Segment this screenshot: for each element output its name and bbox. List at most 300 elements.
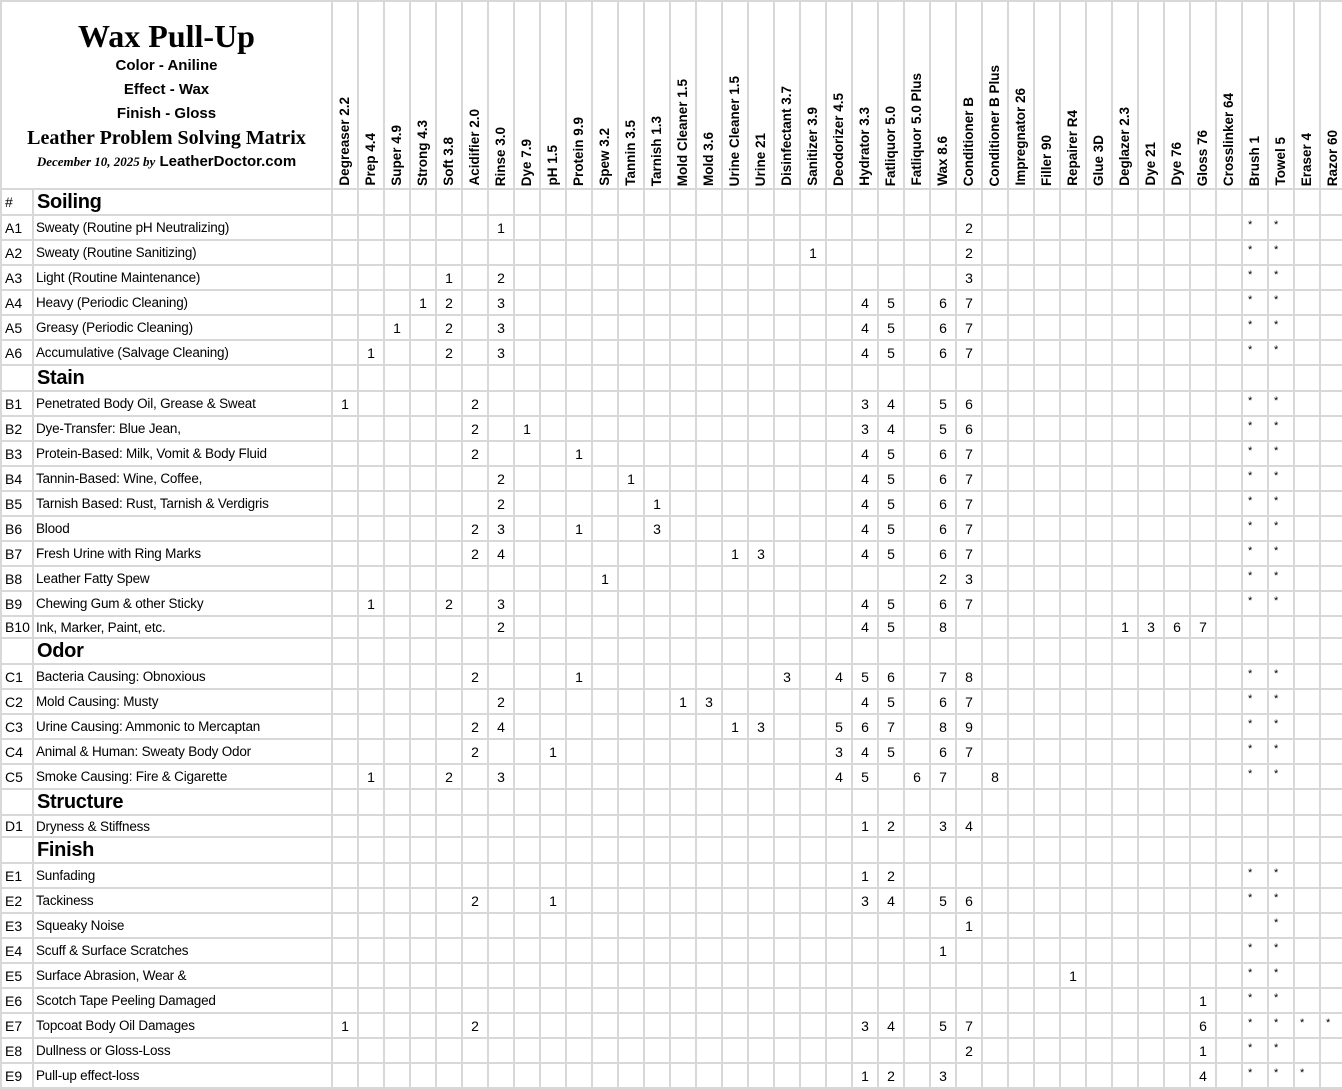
empty-cell [1320,863,1342,888]
empty-cell [332,963,358,988]
empty-cell [1034,189,1060,215]
empty-cell [1086,963,1112,988]
empty-cell [1320,189,1342,215]
column-header [982,1,1008,189]
step-number-cell: 1 [956,913,982,938]
empty-cell [462,491,488,516]
step-number-cell: 6 [930,491,956,516]
row-label: Greasy (Periodic Cleaning) [33,315,332,340]
empty-cell [1294,566,1320,591]
empty-cell [618,566,644,591]
empty-cell [488,837,514,863]
empty-cell [332,466,358,491]
section-header-row [1,638,1342,664]
empty-cell [774,591,800,616]
empty-cell [488,988,514,1013]
step-number-cell: 6 [930,541,956,566]
empty-cell [592,441,618,466]
row-id: E5 [1,963,33,988]
table-row [1,240,1342,265]
empty-cell [436,541,462,566]
empty-cell [1060,1063,1086,1088]
empty-cell [1268,815,1294,837]
empty-cell [904,265,930,290]
empty-cell [384,365,410,391]
empty-cell [1320,815,1342,837]
empty-cell [930,913,956,938]
empty-cell [1138,789,1164,815]
column-header-label: Dye 21 [1143,142,1159,186]
empty-cell [592,739,618,764]
step-number-cell: 5 [930,391,956,416]
empty-cell [1294,837,1320,863]
empty-cell [566,290,592,315]
empty-cell [592,240,618,265]
empty-cell [618,863,644,888]
empty-cell [592,541,618,566]
row-label: Light (Routine Maintenance) [33,265,332,290]
empty-cell [748,1013,774,1038]
tool-marker-cell: * [1242,340,1268,365]
empty-cell [1008,365,1034,391]
empty-cell [722,290,748,315]
empty-cell [618,441,644,466]
table-row [1,516,1342,541]
empty-cell [826,189,852,215]
row-id: E8 [1,1038,33,1063]
empty-cell [514,591,540,616]
empty-cell [566,888,592,913]
empty-cell [1008,1013,1034,1038]
empty-cell [1138,491,1164,516]
empty-cell [982,739,1008,764]
empty-cell [748,789,774,815]
empty-cell [1034,638,1060,664]
empty-cell [644,689,670,714]
step-number-cell: 1 [1190,1038,1216,1063]
empty-cell [1086,913,1112,938]
empty-cell [696,664,722,689]
empty-cell [670,815,696,837]
empty-cell [1216,315,1242,340]
empty-cell [904,441,930,466]
empty-cell [332,913,358,938]
step-number-cell: 4 [852,516,878,541]
empty-cell [1164,265,1190,290]
empty-cell [1138,290,1164,315]
step-number-cell: 4 [852,739,878,764]
empty-cell [956,837,982,863]
step-number-cell: 2 [956,1038,982,1063]
empty-cell [462,566,488,591]
tool-marker-cell: * [1268,689,1294,714]
column-header-label: Eraser 4 [1299,132,1315,186]
empty-cell [774,441,800,466]
empty-cell [514,689,540,714]
empty-cell [1294,466,1320,491]
empty-cell [1320,365,1342,391]
empty-cell [1216,739,1242,764]
tool-marker-cell: * [1242,938,1268,963]
empty-cell [982,638,1008,664]
empty-cell [1086,764,1112,789]
column-header [1164,1,1190,189]
empty-cell [1008,566,1034,591]
empty-cell [410,1013,436,1038]
empty-cell [566,764,592,789]
empty-cell [748,815,774,837]
empty-cell [1216,1038,1242,1063]
empty-cell [696,789,722,815]
empty-cell [1190,240,1216,265]
empty-cell [1190,340,1216,365]
empty-cell [800,441,826,466]
column-header [618,1,644,189]
empty-cell [1138,315,1164,340]
empty-cell [1190,215,1216,240]
column-header [826,1,852,189]
empty-cell [1216,913,1242,938]
empty-cell [878,240,904,265]
empty-cell [566,739,592,764]
empty-cell [1086,516,1112,541]
empty-cell [1060,541,1086,566]
empty-cell [670,466,696,491]
row-id: C1 [1,664,33,689]
empty-cell [436,664,462,689]
empty-cell [1294,789,1320,815]
empty-cell [826,988,852,1013]
tool-marker-cell: * [1268,290,1294,315]
row-label: Sweaty (Routine Sanitizing) [33,240,332,265]
empty-cell [410,837,436,863]
empty-cell [436,714,462,739]
step-number-cell: 1 [618,466,644,491]
empty-cell [670,491,696,516]
empty-cell [1112,888,1138,913]
empty-cell [644,340,670,365]
effect-line: Effect - Wax [123,81,210,98]
step-number-cell: 6 [904,764,930,789]
empty-cell [800,516,826,541]
empty-cell [514,938,540,963]
empty-cell [410,815,436,837]
empty-cell [774,466,800,491]
empty-cell [800,591,826,616]
empty-cell [462,215,488,240]
empty-cell [774,315,800,340]
empty-cell [1034,789,1060,815]
table-row [1,491,1342,516]
empty-cell [1086,591,1112,616]
empty-cell [514,491,540,516]
empty-cell [1008,265,1034,290]
table-row [1,739,1342,764]
empty-cell [592,1013,618,1038]
empty-cell [566,416,592,441]
step-number-cell: 1 [852,815,878,837]
column-header-label: Razor 60 [1325,129,1341,186]
empty-cell [618,315,644,340]
empty-cell [748,616,774,638]
step-number-cell: 2 [930,566,956,591]
row-id: A4 [1,290,33,315]
empty-cell [1216,541,1242,566]
empty-cell [1320,616,1342,638]
empty-cell [748,265,774,290]
empty-cell [592,1063,618,1088]
step-number-cell: 4 [878,391,904,416]
empty-cell [1060,714,1086,739]
empty-cell [566,913,592,938]
empty-cell [1320,466,1342,491]
empty-cell [748,391,774,416]
empty-cell [722,616,748,638]
empty-cell [1112,739,1138,764]
step-number-cell: 5 [878,689,904,714]
empty-cell [410,391,436,416]
empty-cell [1268,837,1294,863]
empty-cell [1034,1013,1060,1038]
empty-cell [1138,714,1164,739]
step-number-cell: 1 [670,689,696,714]
empty-cell [1294,664,1320,689]
empty-cell [384,988,410,1013]
empty-cell [488,391,514,416]
empty-cell [800,315,826,340]
step-number-cell: 3 [826,739,852,764]
step-number-cell: 5 [852,664,878,689]
step-number-cell: 2 [488,491,514,516]
empty-cell [748,441,774,466]
empty-cell [1294,616,1320,638]
row-label: Dryness & Stiffness [33,815,332,837]
empty-cell [800,1063,826,1088]
column-header-label: Deodorizer 4.5 [831,92,847,186]
empty-cell [826,863,852,888]
empty-cell [748,938,774,963]
empty-cell [1008,1063,1034,1088]
empty-cell [878,1038,904,1063]
step-number-cell: 6 [930,441,956,466]
step-number-cell: 2 [436,290,462,315]
empty-cell [1008,938,1034,963]
finish-line: Finish - Gloss [116,105,217,122]
empty-cell [384,888,410,913]
empty-cell [436,1038,462,1063]
empty-cell [722,1063,748,1088]
step-number-cell: 1 [384,315,410,340]
empty-cell [722,764,748,789]
empty-cell [1294,391,1320,416]
step-number-cell: 1 [566,441,592,466]
empty-cell [1138,1038,1164,1063]
empty-cell [800,416,826,441]
empty-cell [618,789,644,815]
empty-cell [826,215,852,240]
empty-cell [1112,541,1138,566]
column-header-label: Acidifier 2.0 [467,109,483,186]
empty-cell [1086,988,1112,1013]
empty-cell [1034,516,1060,541]
row-label: Scotch Tape Peeling Damaged [33,988,332,1013]
empty-cell [904,837,930,863]
empty-cell [384,240,410,265]
step-number-cell: 3 [930,1063,956,1088]
empty-cell [1294,240,1320,265]
empty-cell [332,689,358,714]
empty-cell [670,416,696,441]
empty-cell [488,888,514,913]
empty-cell [1164,837,1190,863]
empty-cell [1320,988,1342,1013]
empty-cell [1008,491,1034,516]
empty-cell [930,963,956,988]
empty-cell [982,714,1008,739]
section-header-row [1,837,1342,863]
empty-cell [904,638,930,664]
empty-cell [904,591,930,616]
column-header-label: Dye 7.9 [519,138,535,186]
empty-cell [1008,466,1034,491]
row-label: Animal & Human: Sweaty Body Odor [33,739,332,764]
empty-cell [488,441,514,466]
empty-cell [904,516,930,541]
empty-cell [618,340,644,365]
empty-cell [1112,815,1138,837]
column-header-label: Conditioner B Plus [987,64,1003,186]
empty-cell [1190,963,1216,988]
empty-cell [670,290,696,315]
empty-cell [774,416,800,441]
step-number-cell: 4 [852,340,878,365]
empty-cell [1086,789,1112,815]
step-number-cell: 2 [436,591,462,616]
empty-cell [1294,815,1320,837]
table-row [1,888,1342,913]
empty-cell [982,591,1008,616]
empty-cell [826,837,852,863]
empty-cell [1034,714,1060,739]
step-number-cell: 1 [566,664,592,689]
empty-cell [722,566,748,591]
empty-cell [1112,913,1138,938]
empty-cell [748,689,774,714]
empty-cell [982,416,1008,441]
site-link[interactable]: LeatherDoctor.com [159,153,297,170]
column-header-label: Conditioner B [961,96,977,186]
empty-cell [1320,1063,1342,1088]
row-label: Tannin-Based: Wine, Coffee, [33,466,332,491]
empty-cell [670,963,696,988]
empty-cell [644,591,670,616]
empty-cell [592,290,618,315]
empty-cell [1060,764,1086,789]
column-header [436,1,462,189]
empty-cell [1086,638,1112,664]
empty-cell [904,315,930,340]
empty-cell [1216,516,1242,541]
empty-cell [644,441,670,466]
empty-cell [1190,189,1216,215]
empty-cell [1138,516,1164,541]
empty-cell [618,913,644,938]
empty-cell [800,863,826,888]
row-id: B1 [1,391,33,416]
empty-cell [1294,1038,1320,1063]
empty-cell [670,764,696,789]
empty-cell [1008,815,1034,837]
empty-cell [800,566,826,591]
empty-cell [462,913,488,938]
empty-cell [774,988,800,1013]
empty-cell [358,1063,384,1088]
empty-cell [566,988,592,1013]
empty-cell [1138,416,1164,441]
empty-cell [904,566,930,591]
empty-cell [514,365,540,391]
step-number-cell: 6 [930,340,956,365]
empty-cell [644,240,670,265]
empty-cell [592,189,618,215]
step-number-cell: 4 [878,416,904,441]
empty-cell [618,290,644,315]
empty-cell [1138,215,1164,240]
empty-cell [566,863,592,888]
empty-cell [436,963,462,988]
row-id: B2 [1,416,33,441]
table-row [1,416,1342,441]
empty-cell [1320,290,1342,315]
empty-cell [1034,591,1060,616]
empty-cell [1112,963,1138,988]
empty-cell [410,638,436,664]
empty-cell [1086,888,1112,913]
column-header [1190,1,1216,189]
empty-cell [748,189,774,215]
row-id: E7 [1,1013,33,1038]
empty-cell [1320,938,1342,963]
empty-cell [332,863,358,888]
empty-cell [904,913,930,938]
empty-cell [514,466,540,491]
empty-cell [358,491,384,516]
step-number-cell: 1 [722,714,748,739]
empty-cell [1034,265,1060,290]
tool-marker-cell: * [1268,1013,1294,1038]
empty-cell [644,714,670,739]
empty-cell [1112,638,1138,664]
empty-cell [1112,265,1138,290]
tool-marker-cell: * [1268,215,1294,240]
empty-cell [1008,888,1034,913]
empty-cell [852,837,878,863]
empty-cell [644,541,670,566]
empty-cell [826,491,852,516]
empty-cell [904,988,930,1013]
empty-cell [514,638,540,664]
empty-cell [1086,664,1112,689]
empty-cell [358,863,384,888]
column-header [774,1,800,189]
empty-cell [332,714,358,739]
column-header-label: Tarnish 1.3 [649,115,665,186]
step-number-cell: 3 [852,888,878,913]
empty-cell [1164,516,1190,541]
empty-cell [384,689,410,714]
column-header [1242,1,1268,189]
empty-cell [410,616,436,638]
